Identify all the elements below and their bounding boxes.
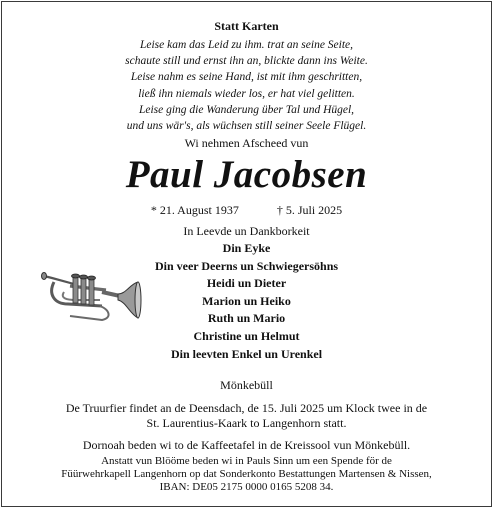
birth-date: * 21. August 1937: [150, 203, 239, 217]
donation-line: IBAN: DE05 2175 0000 0165 5208 34.: [159, 481, 334, 493]
poem-line: Leise nahm es seine Hand, ist mit ihm geschritten,: [130, 71, 363, 84]
funeral-line: St. Laurentius-Kaark to Langenhorn statt.: [146, 415, 347, 430]
family-member: Din leevten Enkel un Urenkel: [170, 346, 323, 361]
family-member: Christine un Helmut: [193, 328, 300, 343]
poem-line: ließ ihn niemals wieder los, er hat viel gelitten.: [138, 87, 355, 100]
family-member: Ruth un Mario: [207, 311, 286, 326]
donation-line: Füürwehrkapell Langenhorn op dat Sonderkonto Bestattungen Martensen & Nissen,: [61, 468, 432, 480]
family-member: Marion un Heiko: [202, 293, 291, 308]
donation-line: Anstatt vun Blööme beden wi in Pauls Sinn um een Spende för de: [101, 455, 392, 467]
poem-line: Leise ging die Wanderung über Tal und Hügel,: [138, 103, 355, 116]
coffee-invitation: Dornoah beden wi to de Kaffeetafel in de Kreissool vun Mönkebüll.: [82, 438, 411, 452]
funeral-info: [2, 401, 491, 430]
poem: [2, 37, 491, 134]
obituary-notice: [1, 1, 492, 507]
deceased-name: Paul Jacobsen: [125, 153, 368, 196]
family-member: Heidi un Dieter: [206, 276, 287, 291]
farewell-line: Wi nehmen Afscheed vun: [184, 136, 309, 150]
donation-request: [2, 455, 491, 494]
poem-line: und uns wär's, als wüchsen still seiner Seele Flügel.: [126, 119, 367, 132]
notice-heading: Statt Karten: [214, 19, 279, 33]
family-member: Din veer Deerns un Schwiegersöhns: [154, 258, 339, 273]
funeral-line: De Truurfier findet an de Deensdach, de 15. Juli 2025 um Klock twee in de: [65, 401, 428, 415]
family-member: Din Eyke: [222, 241, 271, 255]
grief-intro: In Leevde un Dankborkeit: [183, 224, 310, 238]
poem-line: schaute still und ernst ihn an, blickte dann ins Weite.: [125, 55, 368, 68]
trumpet-icon: [40, 260, 142, 330]
life-dates: [2, 203, 491, 218]
place-name: Mönkebüll: [220, 378, 273, 392]
poem-line: Leise kam das Leid zu ihm. trat an seine Seite,: [139, 39, 354, 51]
death-date: † 5. Juli 2025: [276, 203, 343, 217]
